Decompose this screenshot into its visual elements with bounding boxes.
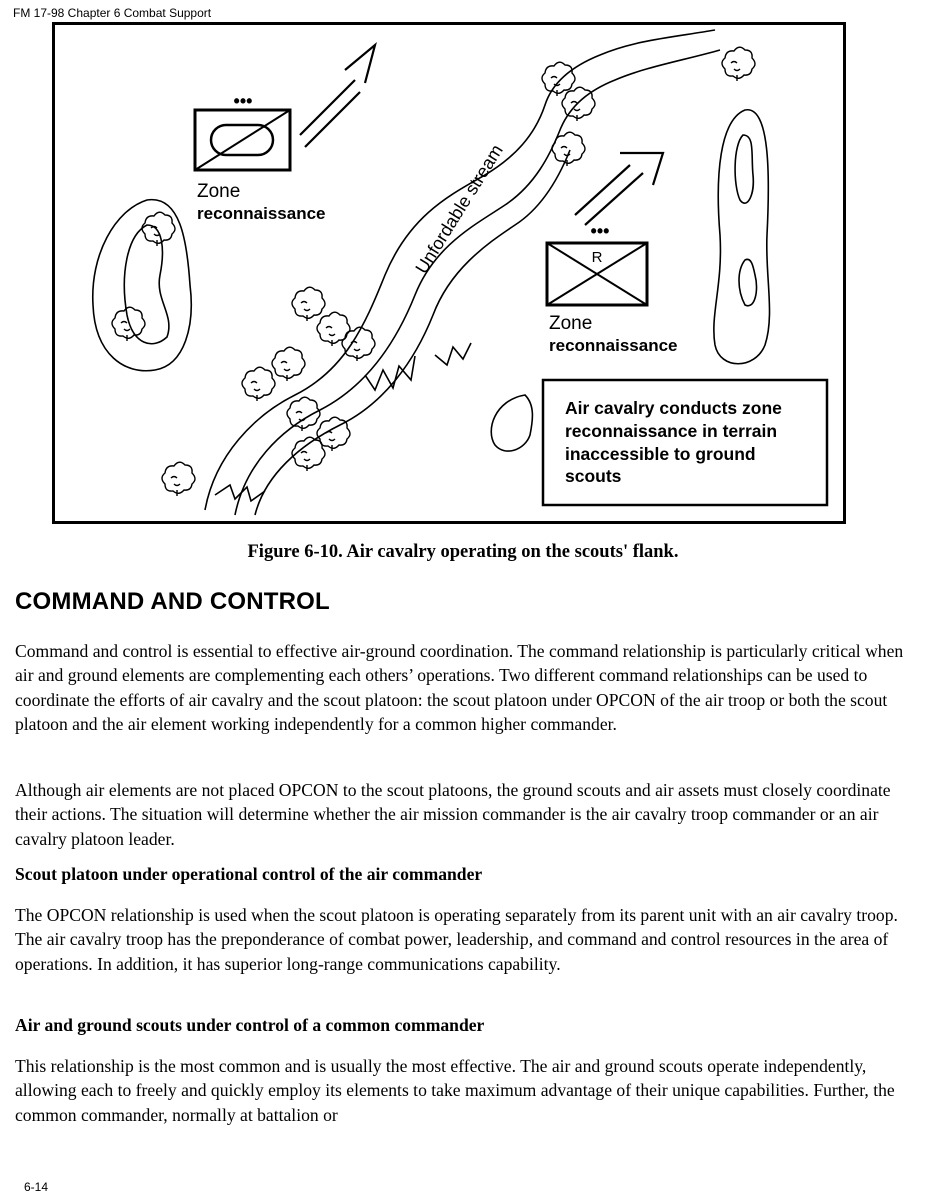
running-head: FM 17-98 Chapter 6 Combat Support bbox=[13, 6, 212, 20]
figure-caption: Figure 6-10. Air cavalry operating on the scouts' flank. bbox=[247, 542, 679, 562]
zone-recon-unit-symbol-left bbox=[195, 91, 290, 170]
movement-arrow-right bbox=[575, 153, 663, 225]
zone-recon-label-left-line1: Zone bbox=[197, 181, 241, 202]
subsection-heading-1: Scout platoon under operational control of the air commander bbox=[15, 864, 483, 884]
unit-size-dots-left: ••• bbox=[233, 91, 253, 111]
small-contour bbox=[491, 395, 532, 451]
callout-line-3: inaccessible to ground bbox=[565, 444, 756, 464]
figure-6-10 bbox=[52, 22, 846, 524]
callout-line-4: scouts bbox=[565, 466, 622, 486]
callout-box bbox=[543, 380, 827, 505]
subsection-paragraph-2: This relationship is the most common and is usually the most effective. The air and ground scouts operate independently, allowing each to freely and quickly employ its elements to take maximum advantage of their unique capabilities. Further, the common commander, normally at battalion or bbox=[15, 1056, 895, 1125]
section-title: COMMAND AND CONTROL bbox=[15, 588, 330, 615]
unit-size-dots-right: ••• bbox=[590, 221, 610, 241]
zone-recon-label-right-line2: reconnaissance bbox=[549, 336, 678, 355]
zone-recon-label-left-line2: reconnaissance bbox=[197, 204, 326, 223]
paragraph-1: Command and control is essential to effective air-ground coordination. The command relationship is particularly critical when air and ground elements are complementing each others’ operations. Two different command relationships can be used to coordinate the efforts of air cavalry and the scout platoon: the scout platoon under OPCON of the air troop or both the scout platoon and the air element working independently for a common higher commander. bbox=[15, 641, 904, 735]
terrain-sketch bbox=[55, 25, 843, 521]
subsection-paragraph-1: The OPCON relationship is used when the scout platoon is operating separately from its parent unit with an air cavalry troop. The air cavalry troop has the preponderance of combat power, leadership, and command and control resources in the area of operations. In addition, it has superior long-range communications capability. bbox=[15, 905, 898, 974]
paragraph-2: Although air elements are not placed OPCON to the scout platoons, the ground scouts and air assets must closely coordinate their actions. The situation will determine whether the air mission commander is the air cavalry troop commander or an air cavalry platoon leader. bbox=[15, 780, 891, 849]
zone-recon-unit-symbol-right bbox=[547, 221, 647, 305]
subsection-heading-2: Air and ground scouts under control of a common commander bbox=[15, 1015, 485, 1035]
callout-line-1: Air cavalry conducts zone bbox=[565, 398, 782, 418]
left-hill-contour bbox=[93, 200, 191, 371]
stream-label: Unfordable stream bbox=[411, 140, 507, 278]
movement-arrow-left bbox=[300, 45, 375, 147]
unit-type-letter: R bbox=[591, 249, 603, 266]
right-ridge-contour bbox=[714, 110, 770, 364]
page-number: 6-14 bbox=[24, 1180, 49, 1194]
callout-line-2: reconnaissance in terrain bbox=[565, 421, 778, 441]
zone-recon-label-right-line1: Zone bbox=[549, 313, 593, 334]
